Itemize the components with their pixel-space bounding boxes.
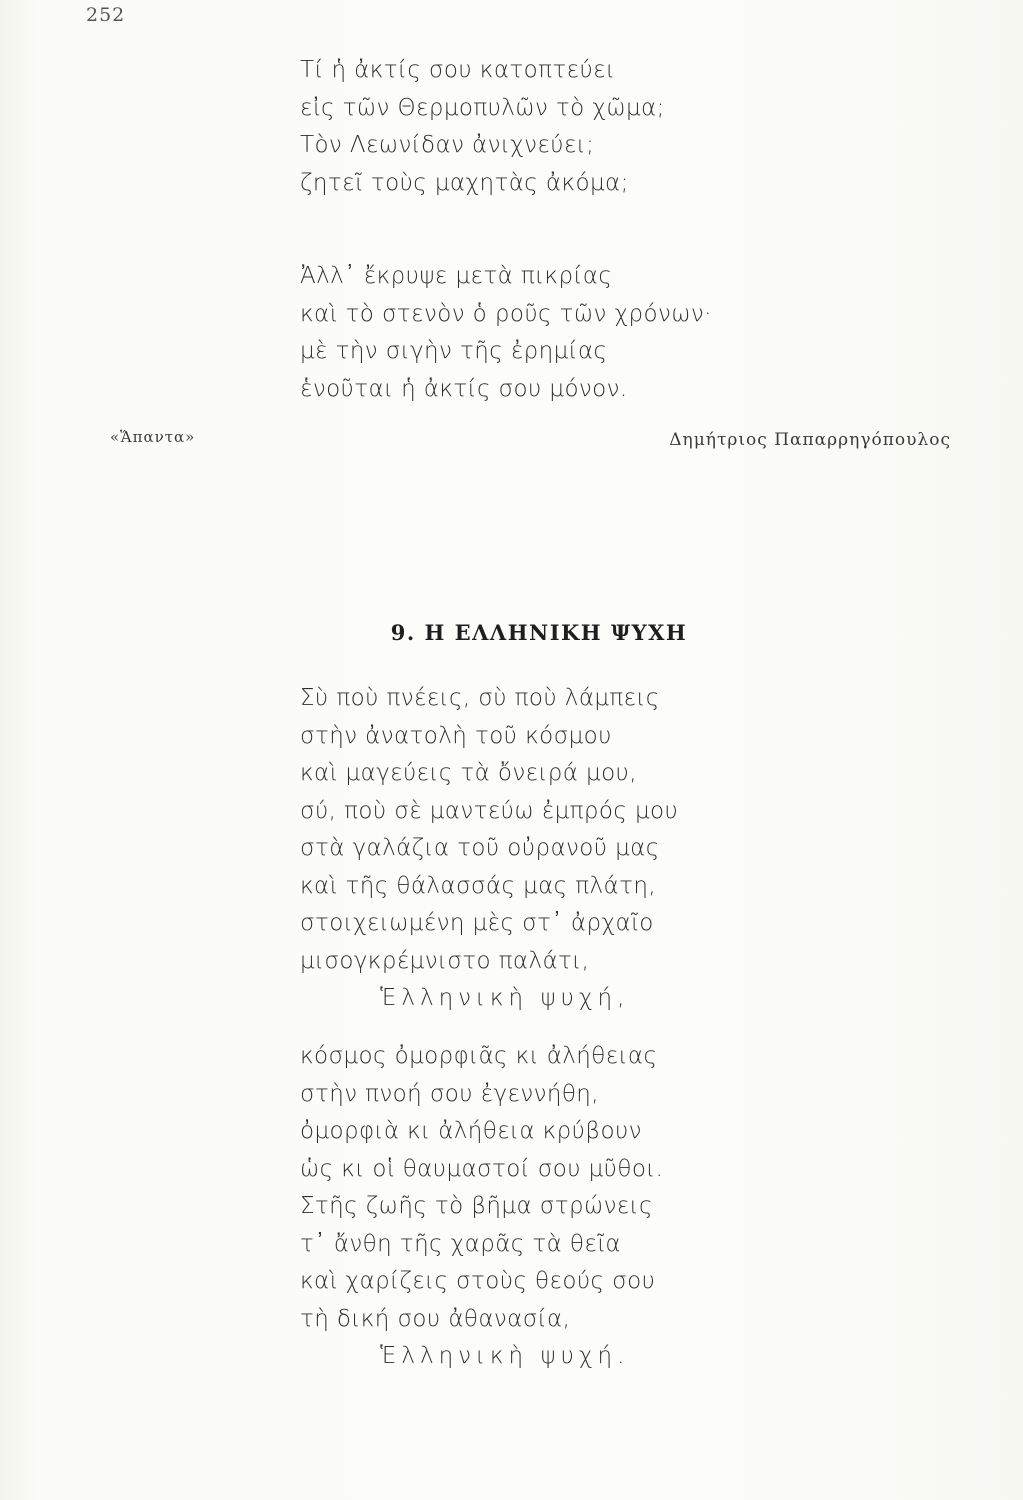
verse-line: ζητεῖ τοὺς μαχητὰς ἀκόμα; (300, 169, 629, 196)
verse-line: στὰ γαλάζια τοῦ οὐρανοῦ μας (300, 835, 660, 861)
verse-line: ἑνοῦται ἡ ἀκτίς σου μόνον. (300, 375, 628, 402)
verse-line: καὶ τὸ στενὸν ὁ ροῦς τῶν χρόνων· (300, 300, 712, 327)
page-number: 252 (86, 4, 126, 26)
refrain-line: Ἑλληνικὴ ψυχή, (380, 985, 630, 1011)
verse-line: στὴν πνοή σου ἐγεννήθη, (300, 1080, 599, 1107)
verse-line: τὴ δική σου ἀθανασία, (300, 1305, 571, 1332)
verse-line: καὶ μαγεύεις τὰ ὄνειρά μου, (300, 760, 637, 786)
verse-line: Ἀλλ᾽ ἔκρυψε μετὰ πικρίας (300, 263, 613, 289)
poem1-stanza1 (300, 52, 665, 202)
verse-line: Σὺ ποὺ πνέεις, σὺ ποὺ λάμπεις (300, 685, 660, 711)
verse-line: ὡς κι οἱ θαυμαστοί σου μῦθοι. (300, 1155, 664, 1182)
verse-line: μὲ τὴν σιγὴν τῆς ἐρημίας (300, 338, 608, 364)
verse-line: στὴν ἀνατολὴ τοῦ κόσμου (300, 722, 612, 749)
poem2-stanza1 (300, 680, 678, 1018)
verse-line: Τί ἡ ἀκτίς σου κατοπτεύει (300, 57, 616, 83)
poem2-stanza2 (300, 1038, 663, 1376)
verse-line: κόσμος ὀμορφιᾶς κι ἀλήθειας (300, 1043, 658, 1069)
poem-author: Δημήτριος Παπαρρηγόπουλος (669, 430, 951, 450)
poem1-stanza2 (300, 258, 712, 408)
verse-line: καὶ τῆς θάλασσάς μας πλάτη, (300, 872, 657, 899)
verse-line: ὀμορφιὰ κι ἀλήθεια κρύβουν (300, 1118, 642, 1144)
verse-line: Τὸν Λεωνίδαν ἀνιχνεύει; (300, 132, 595, 158)
verse-line: στοιχειωμένη μὲς στ᾽ ἀρχαῖο (300, 910, 654, 936)
poem-source: «Ἅπαντα» (110, 428, 196, 446)
refrain-line: Ἑλληνικὴ ψυχή. (380, 1343, 630, 1369)
section-title: 9. Η ΕΛΛΗΝΙΚΗ ΨΥΧΗ (390, 620, 688, 645)
verse-line: τ᾽ ἄνθη τῆς χαρᾶς τὰ θεῖα (300, 1230, 621, 1257)
verse-line: καὶ χαρίζεις στοὺς θεούς σου (300, 1268, 656, 1294)
verse-line: εἰς τῶν Θερμοπυλῶν τὸ χῶμα; (300, 94, 665, 121)
verse-line: μισογκρέμνιστο παλάτι, (300, 947, 590, 974)
verse-line: σύ, ποὺ σὲ μαντεύω ἐμπρός μου (300, 797, 679, 824)
verse-line: Στῆς ζωῆς τὸ βῆμα στρώνεις (300, 1193, 653, 1219)
